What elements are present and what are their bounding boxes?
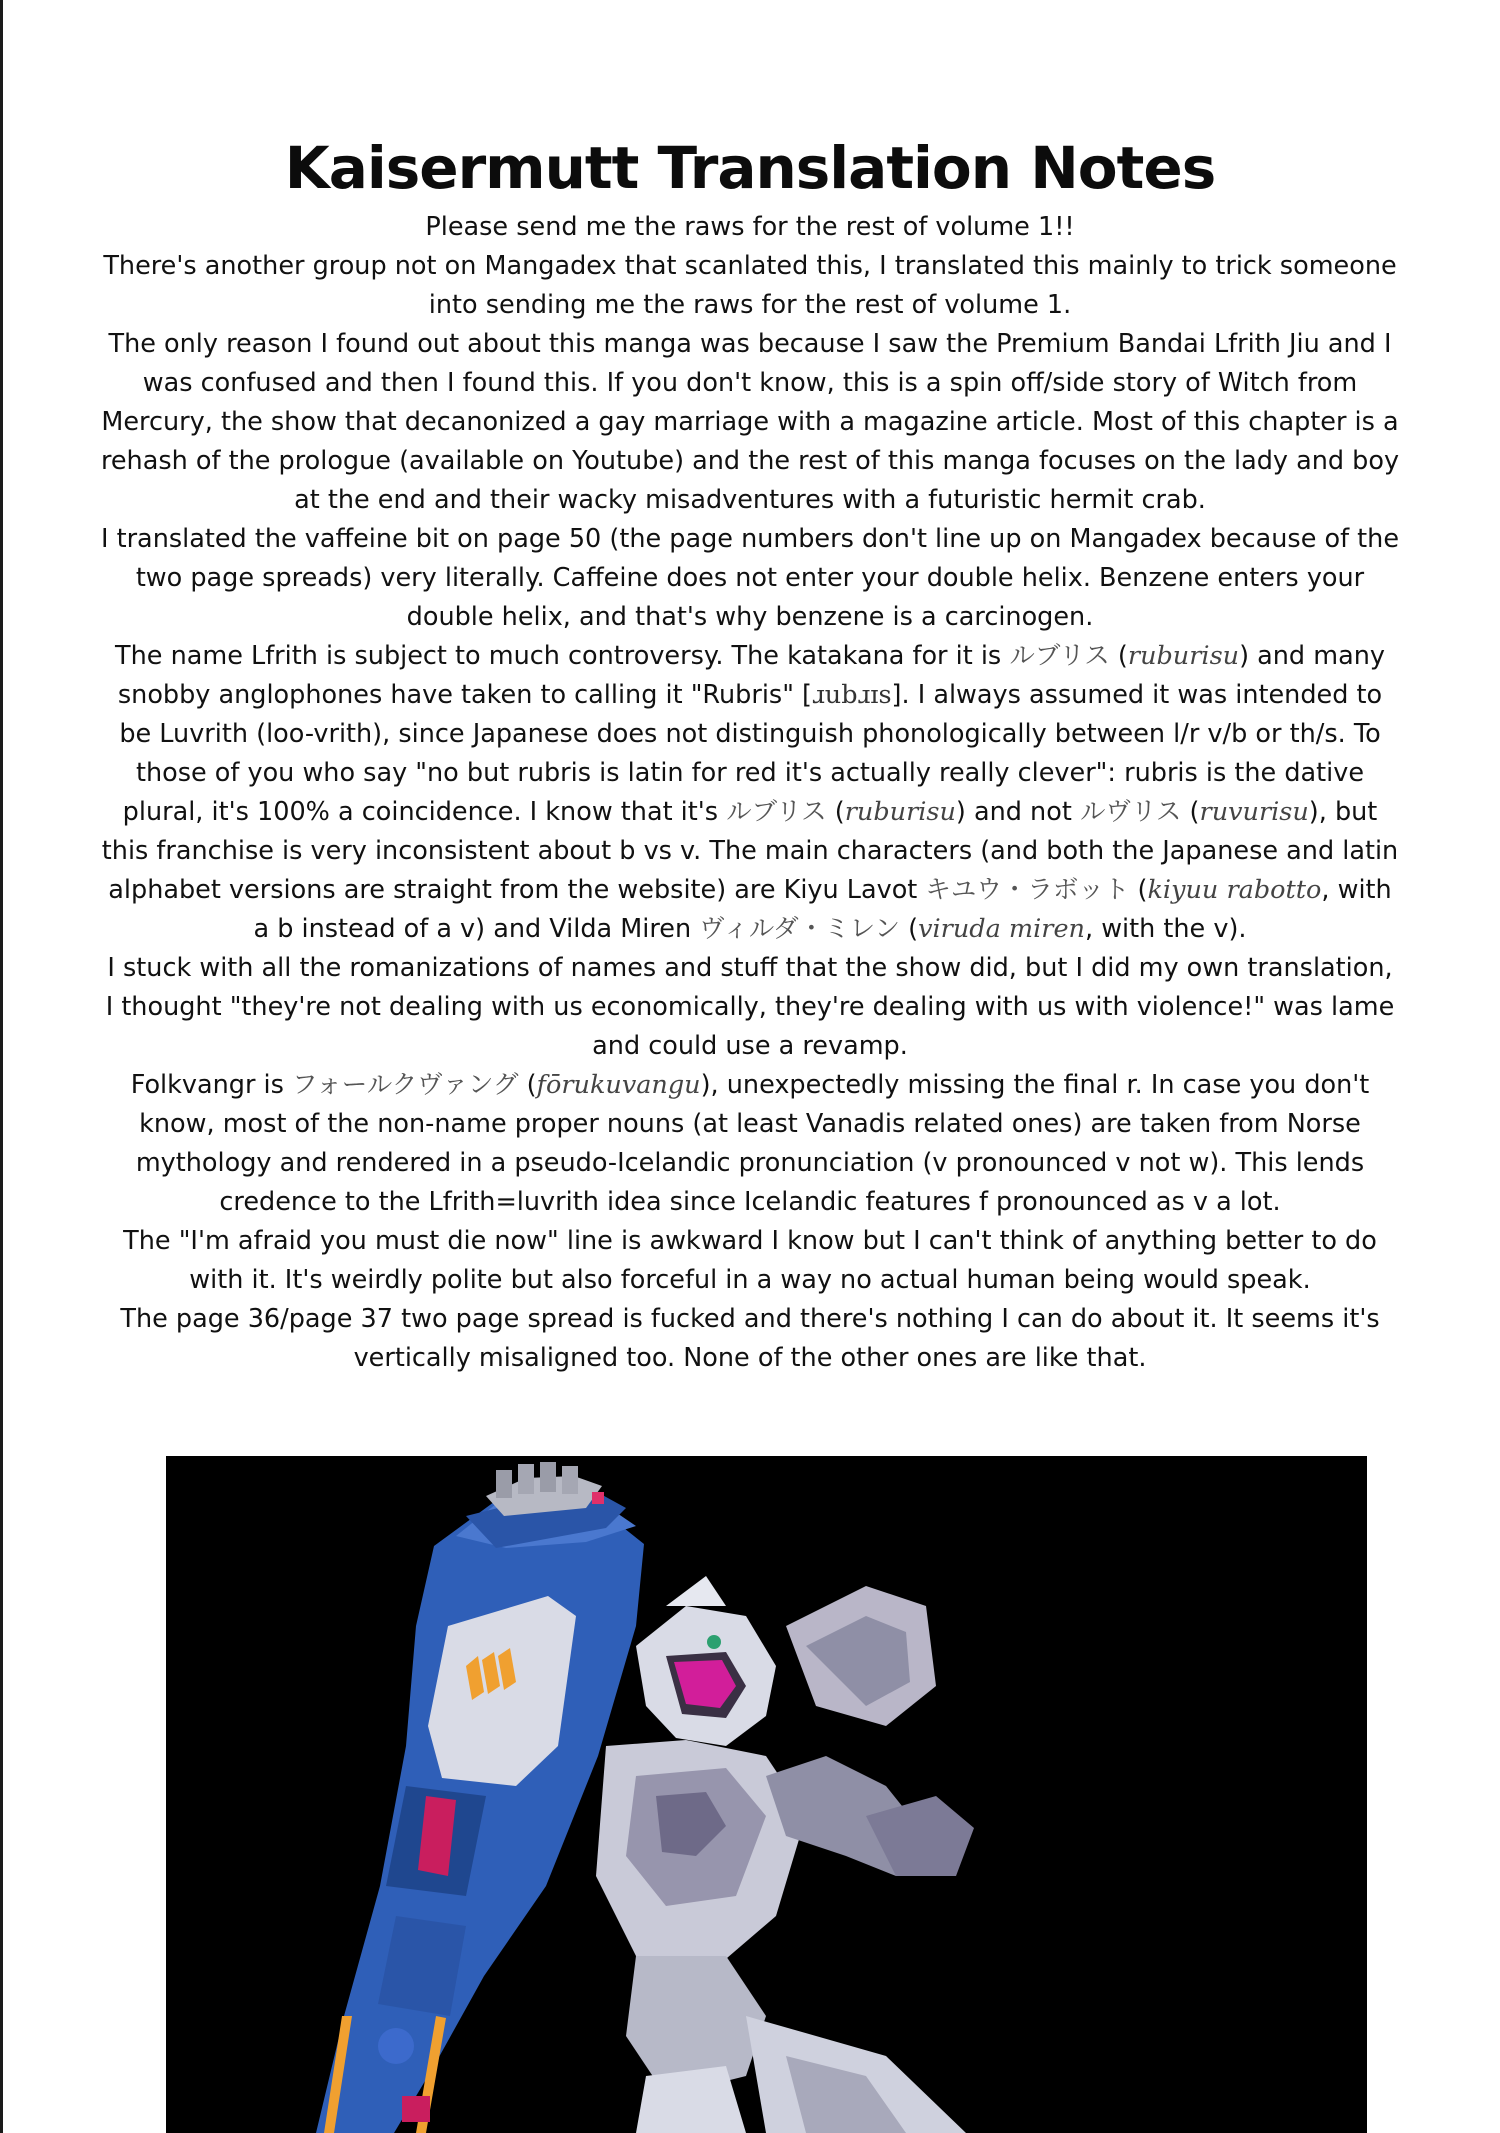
text-fragment: ( [1129,875,1148,905]
romaji-text: ruburisu [844,797,956,827]
text-fragment: The name Lfrith is subject to much controversy. The katakana for it is [115,641,1010,671]
magenta-detail [402,2096,430,2122]
red-sensor-light [592,1492,604,1504]
translation-notes [100,208,1400,1378]
note-paragraph-6: I stuck with all the romanizations of names and stuff that the show did, but I did my own translation, I thought "they're not dealing with us economically, they're dealing with us with violence!" was lame and could use a revamp. [105,953,1395,1061]
note-paragraph-9: The page 36/page 37 two page spread is fucked and there's nothing I can do about it. It seems it's vertically misaligned too. None of the other ones are like that. [120,1304,1380,1373]
note-paragraph-8: The "I'm afraid you must die now" line is awkward I know but I can't think of anything better to do with it. It's weirdly polite but also forceful in a way no actual human being would speak. [123,1226,1377,1295]
gundam-model-photo [166,1456,1367,2133]
romaji-text: ruvurisu [1199,797,1309,827]
romaji-text: kiyuu rabotto [1147,875,1322,905]
text-fragment: ), unexpectedly missing the final r. In case you don't know, most of the non-name proper nouns (at least Vanadis related ones) are taken from Norse mythology and rendered in a pseudo-Icelandic pronunciation (v pronounced v not w). This lends credence to the Lfrith=luvrith idea since Icelandic features f pronounced as v a lot. [135,1070,1370,1217]
text-fragment: ), but this franchise is very inconsistent about b vs v. The main characters (and both the Japanese and latin alphabet versions are straight from the website) are Kiyu Lavot [101,797,1399,905]
ipa-text: ɹubɹɪs [812,680,892,710]
note-paragraph-2: There's another group not on Mangadex that scanlated this, I translated this mainly to trick someone into sending me the raws for the rest of volume 1. [103,251,1397,320]
note-paragraph-4: I translated the vaffeine bit on page 50 (the page numbers don't line up on Mangadex because of the two page spreads) very literally. Caffeine does not enter your double helix. Benzene enters your double helix, and that's why benzene is a carcinogen. [100,524,1400,632]
text-fragment: ( [826,797,845,827]
katakana-text: キユウ・ラボット [925,875,1130,905]
gripper-finger [562,1466,578,1494]
text-fragment: ) and not [955,797,1080,827]
page-left-border [0,0,3,2133]
note-paragraph-1: Please send me the raws for the rest of volume 1!! [425,212,1075,242]
katakana-text: ヴィルダ・ミレン [699,914,901,944]
katakana-text: ルブリス [726,797,827,827]
mobile-suit-illustration [166,1456,1367,2133]
romaji-text: ruburisu [1127,641,1240,671]
text-fragment: ( [1181,797,1200,827]
gripper-finger [496,1470,512,1498]
text-fragment: ( [1109,641,1128,671]
romaji-text: fōrukuvangu [536,1070,701,1100]
blue-ball-joint [378,2028,414,2064]
gripper-finger [540,1462,556,1492]
text-fragment: , with the v). [1084,914,1247,944]
page-title: Kaisermutt Translation Notes [284,134,1216,202]
katakana-text: ルヴリス [1079,797,1182,827]
romaji-text: viruda miren [918,914,1085,944]
text-fragment: ( [518,1070,537,1100]
note-paragraph-5 [100,637,1400,949]
green-head-sensor [707,1635,721,1649]
text-fragment: , with a b instead of a v) and Vilda Miren [253,875,1392,944]
katakana-text: ルブリス [1009,641,1110,671]
text-fragment: ( [900,914,919,944]
text-fragment: Folkvangr is [130,1070,293,1100]
text-fragment: ]. I always assumed it was intended to be Luvrith (loo-vrith), since Japanese does not distinguish phonologically between l/r v/b or th/s. To those of you who say "no but rubris is latin for red it's actually really clever": rubris is the dative plural, it's 100% a coincidence. I know that it's [119,680,1383,827]
text-fragment: ) and many snobby anglophones have taken to calling it "Rubris" [ [117,641,1385,710]
note-paragraph-7 [100,1066,1400,1222]
gripper-finger [518,1464,534,1494]
note-paragraph-3: The only reason I found out about this manga was because I saw the Premium Bandai Lfrith Jiu and I was confused and then I found this. If you don't know, this is a spin off/side story of Witch from Mercury, the show that decanonized a gay marriage with a magazine article. Most of this chapter is a rehash of the prologue (available on Youtube) and the rest of this manga focuses on the lady and boy at the end and their wacky misadventures with a futuristic hermit crab. [100,329,1400,515]
katakana-text: フォールクヴァング [292,1070,519,1100]
